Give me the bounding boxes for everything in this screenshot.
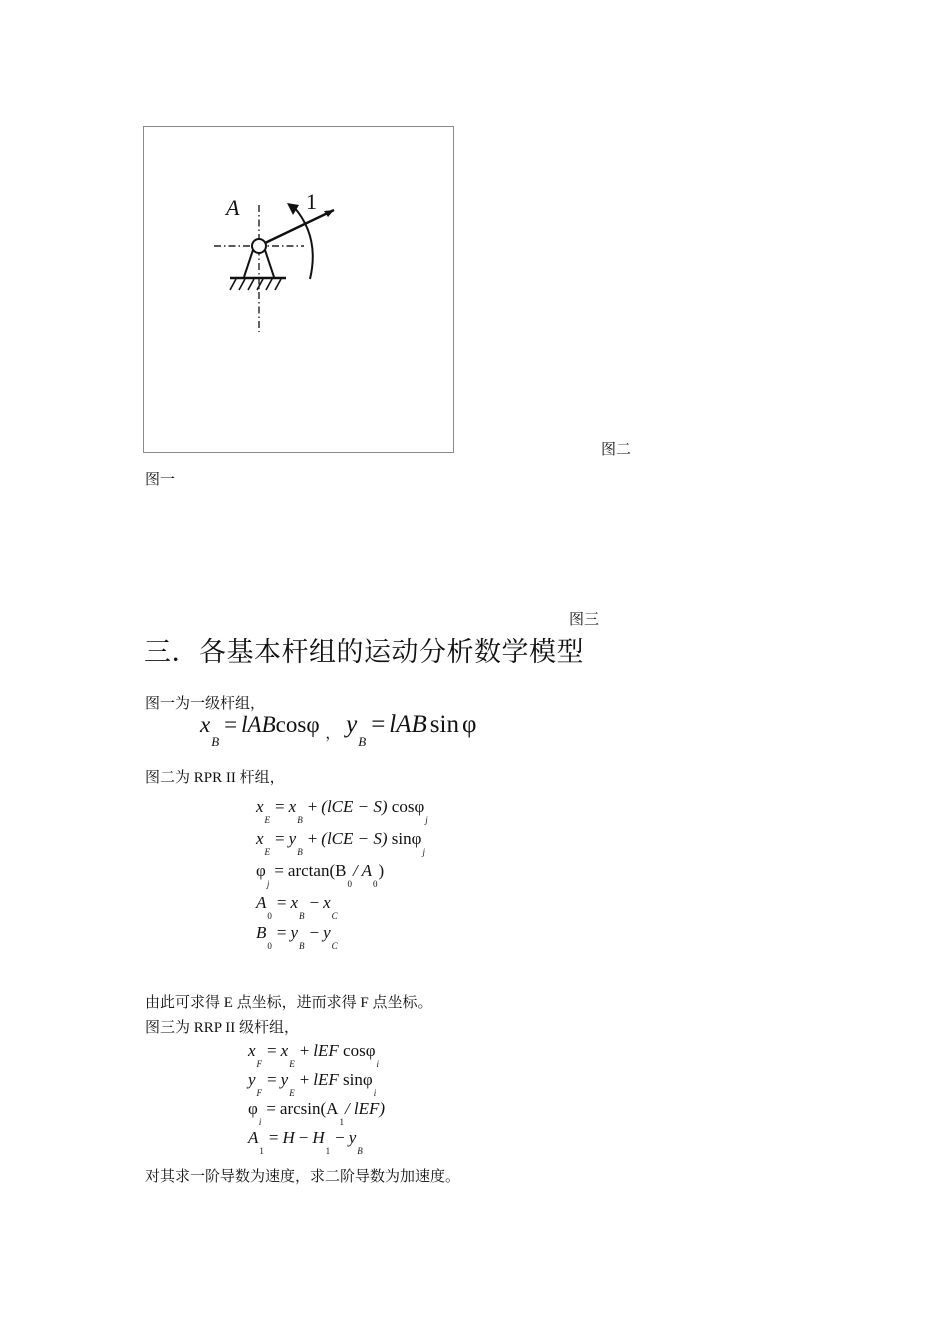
eq1-xb-arg: φ <box>306 712 320 737</box>
crank-mechanism-diagram <box>144 127 453 452</box>
eq1-yb-lhs: y <box>346 711 358 738</box>
eq1-yb-fn: sin <box>429 711 459 738</box>
eq3-line-1: $x_F= x_E+$ lEF cosφ$_i$ <box>248 1041 380 1069</box>
eq1-xb-fn: cos <box>275 712 307 737</box>
paragraph-e-f-coordinates: 由此可求得 E 点坐标，进而求得 F 点坐标。 <box>145 995 433 1011</box>
section-heading: 三．各基本杆组的运动分析数学模型 <box>144 637 584 668</box>
eq1-xb-rhs: lAB <box>241 712 276 737</box>
figure-3-caption: 图三 <box>569 612 600 628</box>
eq2-line-1: $x_E= x_B+ (lCE - S)$ cosφ$_j$ <box>256 797 428 825</box>
eq3-line-4: $A_1= H - H_1- y_B$ <box>248 1128 363 1156</box>
paragraph-derivatives: 对其求一阶导数为速度，求二阶导数为加速度。 <box>145 1169 461 1185</box>
equation-1: $x_B= lABcos\varphi$ $_,$ $y_B=$ lAB sin φ <box>200 711 477 749</box>
link-1-label: 1 <box>306 189 317 214</box>
eq1-xb-lhs: x <box>200 712 211 737</box>
figure-1-box <box>143 126 454 453</box>
eq1-yb-sub: B <box>358 734 367 749</box>
eq1-xb-sub: B <box>211 734 220 749</box>
eq2-line-4: $A_0= x_B- x_C$ <box>256 893 338 921</box>
paragraph-level-one: 图一为一级杆组， <box>145 696 266 712</box>
eq1-yb-arg: φ <box>461 711 477 738</box>
eq2-line-3: $\varphi_j= \arctan(B_0/$ $A_0$) <box>256 861 385 889</box>
equation-system-3 <box>248 1041 468 1166</box>
point-a-label: A <box>226 195 240 220</box>
paragraph-rpr-group: 图二为 RPR II 杆组， <box>145 770 285 786</box>
eq3-line-2: $y_F= y_E+$ lEF sinφ$_i$ <box>248 1070 377 1098</box>
eq1-yb-rhs: lAB <box>389 711 427 738</box>
eq2-line-2: $x_E= y_B+ (lCE - S)$ sinφ$_j$ <box>256 829 425 857</box>
equation-system-2 <box>256 797 516 957</box>
eq2-line-5: $B_0= y_B- y_C$ <box>256 923 338 951</box>
eq3-line-3: $\varphi_i= \arcsin(A_1/$ lEF) <box>248 1099 386 1127</box>
eq1-separator: ， <box>325 726 341 742</box>
paragraph-rrp-group: 图三为 RRP II 级杆组， <box>145 1020 300 1036</box>
figure-2-caption: 图二 <box>601 442 632 458</box>
figure-1-caption: 图一 <box>145 472 176 488</box>
